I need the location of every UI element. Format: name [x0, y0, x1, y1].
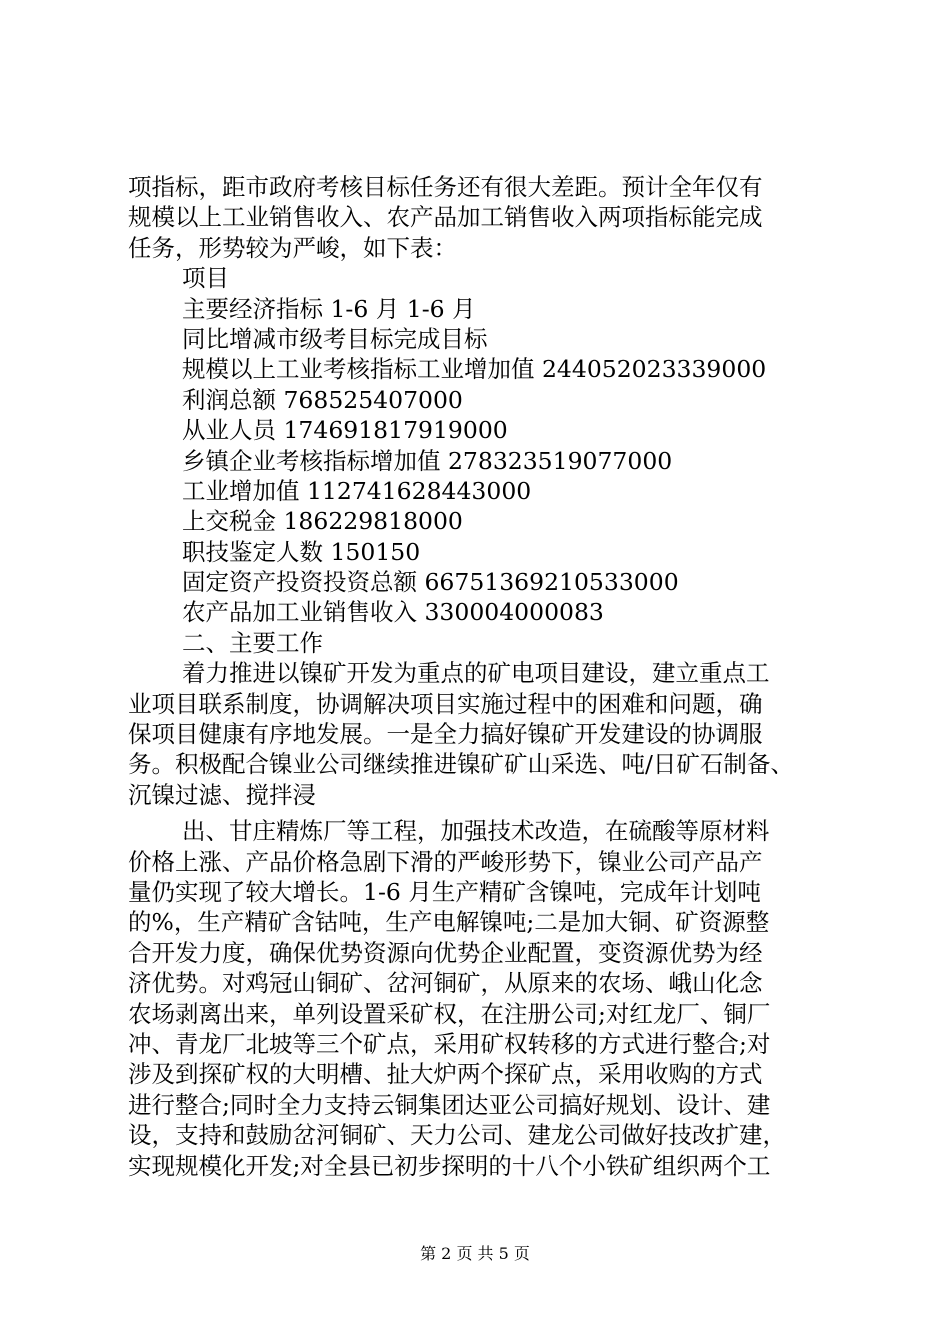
text-line: 项指标，距市政府考核目标任务还有很大差距。预计全年仅有: [128, 173, 763, 201]
text-line: 实现规模化开发;对全县已初步探明的十八个小铁矿组织两个工: [128, 1151, 771, 1180]
document-body: [128, 172, 840, 1181]
text-line: 的%，生产精矿含钴吨，生产电解镍吨;二是加大铜、矿资源整: [128, 908, 770, 937]
text-line: 务。积极配合镍业公司继续推进镍矿矿山采选、吨/日矿石制备、: [128, 750, 794, 779]
text-line: 量仍实现了较大增长。1-6 月生产精矿含镍吨，完成年计划吨: [128, 877, 761, 906]
text-line: 济优势。对鸡冠山铜矿、岔河铜矿，从原来的农场、峨山化念: [128, 969, 763, 998]
text-line: 业项目联系制度，协调解决项目实施过程中的困难和问题，确: [128, 689, 763, 718]
text-line: 农场剥离出来，单列设置采矿权，在注册公司;对红龙厂、铜厂: [128, 999, 771, 1028]
table-row: 项目: [182, 264, 229, 293]
table-row: 工业增加值 112741628443000: [182, 476, 532, 505]
section-heading: 二、主要工作: [182, 628, 323, 657]
intro-block: [128, 172, 840, 263]
table-row: 上交税金 186229818000: [182, 507, 463, 536]
page-number-footer: 第 2 页 共 5 页: [420, 1244, 530, 1263]
text-line: 合开发力度，确保优势资源向优势企业配置，变资源优势为经: [128, 938, 763, 967]
table-row: 农产品加工业销售收入 330004000083: [182, 598, 604, 627]
text-line: 沉镍过滤、搅拌浸: [128, 780, 316, 809]
table-row: 职技鉴定人数 150150: [182, 537, 421, 566]
text-line: 设，支持和鼓励岔河铜矿、天力公司、建龙公司做好技改扩建，: [128, 1121, 786, 1150]
text-line: 价格上涨、产品价格急剧下滑的严峻形势下，镍业公司产品产: [128, 847, 763, 876]
table-row: 利润总额 768525407000: [182, 385, 463, 414]
table-row: 固定资产投资投资总额 66751369210533000: [182, 568, 679, 597]
text-line: 出、甘庄精炼厂等工程，加强技术改造，在硫酸等原材料: [182, 817, 770, 846]
paragraph-1: [128, 658, 840, 810]
text-line: 着力推进以镍矿开发为重点的矿电项目建设，建立重点工: [182, 659, 770, 688]
table-row: 主要经济指标 1-6 月 1-6 月: [182, 294, 476, 323]
text-line: 进行整合;同时全力支持云铜集团达亚公司搞好规划、设计、建: [128, 1090, 771, 1119]
text-line: 涉及到探矿权的大明槽、扯大炉两个探矿点，采用收购的方式: [128, 1060, 763, 1089]
text-line: 规模以上工业销售收入、农产品加工销售收入两项指标能完成: [128, 203, 763, 232]
table-row: 规模以上工业考核指标工业增加值 244052023339000: [182, 355, 767, 384]
table-row: 从业人员 174691817919000: [182, 416, 508, 445]
text-line: 保项目健康有序地发展。一是全力搞好镍矿开发建设的协调服: [128, 720, 763, 749]
text-line: 任务，形势较为严峻，如下表：: [128, 233, 457, 262]
table-row: 同比增减市级考目标完成目标: [182, 324, 488, 353]
table-row: 乡镇企业考核指标增加值 278323519077000: [182, 446, 673, 475]
paragraph-2: [128, 816, 840, 1181]
text-line: 冲、青龙厂北坡等三个矿点，采用矿权转移的方式进行整合;对: [128, 1029, 771, 1058]
table-block: [128, 263, 840, 658]
